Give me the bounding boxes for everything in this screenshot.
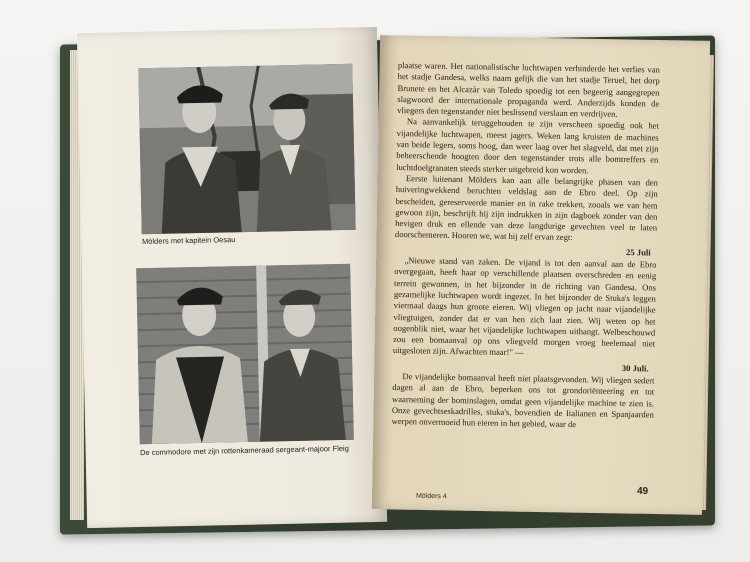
photo-bottom bbox=[136, 264, 354, 444]
caption-bottom: De commodore met zijn rottenkameraad sergeant-majoor Fleig bbox=[139, 443, 349, 458]
paragraph-3: Eerste luitenant Mölders kan aan alle belangrijke phasen van den huiveringwekkend beruchten veldslag aan de Ebro deel. Op zijn bescheiden, gereserveerde manier en in rake trekken, zooals we van hem gewoon zijn, beschrijft hij zijn indrukken in zijn dagboek zonder van den hevigen druk en ellende van deze langdurige gevechten veel te laten doorschemeren. Hooren we, wat hij zelf ervan zegt: bbox=[394, 173, 658, 243]
paragraph-2: Na aanvankelijk teruggehouden te zijn verscheen spoedig ook het vijandelijke luchtwapen, meest jagers. Weken lang kruisten de machines van beide legers, soms hoog, dan weer laag over het slagveld, dat met zijn beheerschende hoogten door den tegenstander trots alle bomtreffers en luchtdoelgranaten steeds sterker uitgebreid kon worden. bbox=[396, 116, 659, 176]
photo-top bbox=[138, 64, 355, 234]
signature-mark: Mölders 4 bbox=[415, 492, 447, 501]
photo-bottom-illustration bbox=[136, 264, 354, 444]
caption-top: Mölders met kapitein Oesau bbox=[141, 235, 236, 246]
page-number: 49 bbox=[636, 485, 649, 498]
diary-entry-1: „Nieuwe stand van zaken. De vijand is tot den aanval aan de Ebro overgegaan, heeft haar op verschillende plaatsen overschreden en eenig terrein gewonnen, in het bijzonder in de richting van Gandesa. Ons gezamelijke luchtwapen wordt ingezet. In het bijzonder de Stuka's leggen viermaal daags hun groote eieren. Wij vliegen op jacht naar vijandelijke vliegtuigen, zonder dat er van hen zich laat zien. Wij weten op het oogenblik niet, waar het vijandelijke luchtwapen uithangt. Welbeschouwd zou een bomaanval op ons vliegveld morgen vroeg heelemaal niet uitgesloten zijn. Afwachten maar!" — bbox=[392, 255, 657, 358]
diary-entry-2: De vijandelijke bomaanval heeft niet plaatsgevonden. Wij vliegen sedert dagen al aan de Ebro, beperken ons tot grondoriënteering en tot waarneming der bominslagen, omdat geen vijandelijke machine te zien is. Onze gevechtseskadrilles, stuka's, bovendien de Italianen en Spanjaarden werpen onvermoeid hun eieren in het gebied, waar de bbox=[391, 371, 655, 430]
diary-date-1: 25 Juli bbox=[626, 246, 651, 258]
right-page-text bbox=[392, 60, 660, 432]
diary-date-2: 30 Juli. bbox=[621, 362, 649, 374]
paragraph-1: plaatse waren. Het nationalistische luchtwapen verhinderde het verlies van het stadje Gandesa, welks naam gelijk die van het stadje Teruel, het dorp Brunete en het Alcazàr van Toledo spoedig tot een begeerig aangegrepen slagwoord der internationale propaganda werd. Anderzijds konden de vliegers den tegenstander niet beslissend verslaan en verdrijven. bbox=[397, 60, 660, 120]
photo-top-illustration bbox=[138, 64, 355, 234]
